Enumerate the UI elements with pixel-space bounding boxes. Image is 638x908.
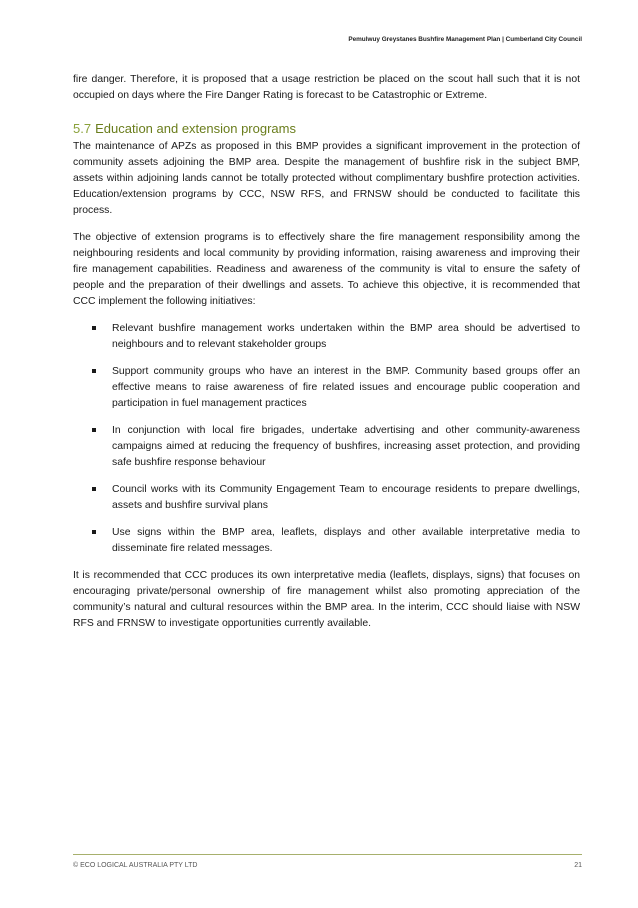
page-number: 21 — [574, 862, 582, 869]
initiatives-list — [73, 321, 580, 557]
bullet-icon — [92, 326, 96, 330]
list-item-text: Council works with its Community Engagement Team to encourage residents to prepare dwellings, assets and bushfire survival plans — [112, 484, 580, 511]
paragraph-interpretative-media: It is recommended that CCC produces its own interpretative media (leaflets, displays, signs) that focuses on encouraging private/personal ownership of fire management whilst also promoting appreciation of the community’s natural and cultural resources within the BMP area. In the interim, CCC should liaise with NSW RFS and FRNSW to investigate opportunities currently available. — [73, 570, 580, 629]
bullet-icon — [92, 530, 96, 534]
list-item-text: In conjunction with local fire brigades, undertake advertising and other community-awareness campaigns aimed at reducing the frequency of bushfires, increasing asset protection, and providing safe bushfire response behaviour — [112, 425, 580, 468]
bullet-icon — [92, 369, 96, 373]
running-header: Pemulwuy Greystanes Bushfire Management Plan | Cumberland City Council — [348, 36, 582, 43]
list-item — [73, 364, 580, 412]
footer-copyright: © ECO LOGICAL AUSTRALIA PTY LTD — [73, 862, 198, 869]
section-heading — [73, 120, 580, 137]
intro-paragraph: fire danger. Therefore, it is proposed that a usage restriction be placed on the scout hall such that it is not occupied on days where the Fire Danger Rating is forecast to be Catastrophic or Extreme. — [73, 74, 580, 101]
bullet-icon — [92, 428, 96, 432]
list-item — [73, 423, 580, 471]
section-title: Education and extension programs — [95, 121, 296, 136]
list-item-text: Use signs within the BMP area, leaflets, displays and other available interpretative media to disseminate fire related messages. — [112, 527, 580, 554]
footer-divider — [73, 854, 582, 855]
paragraph-apz-maintenance: The maintenance of APZs as proposed in this BMP provides a significant improvement in the protection of community assets adjoining the BMP area. Despite the management of bushfire risk in the subject BMP, assets within adjoining lands cannot be totally protected without complimentary bushfire protection activities. Education/extension programs by CCC, NSW RFS, and FRNSW should be conducted to facilitate this process. — [73, 141, 580, 216]
list-item — [73, 482, 580, 514]
list-item — [73, 321, 580, 353]
section-number: 5.7 — [73, 121, 92, 136]
list-item — [73, 525, 580, 557]
paragraph-extension-objective: The objective of extension programs is to effectively share the fire management responsibility among the neighbouring residents and local community by providing information, raising awareness and improving their fire management capabilities. Readiness and awareness of the community is vital to ensure the safety of people and the preparation of their dwellings and assets. To achieve this objective, it is recommended that CCC implement the following initiatives: — [73, 232, 580, 307]
page-content — [73, 72, 580, 643]
list-item-text: Support community groups who have an interest in the BMP. Community based groups offer an effective means to raise awareness of fire related issues and encourage public cooperation and participation in fuel management practices — [112, 366, 580, 409]
list-item-text: Relevant bushfire management works undertaken within the BMP area should be advertised to neighbours and to relevant stakeholder groups — [112, 323, 580, 350]
bullet-icon — [92, 487, 96, 491]
